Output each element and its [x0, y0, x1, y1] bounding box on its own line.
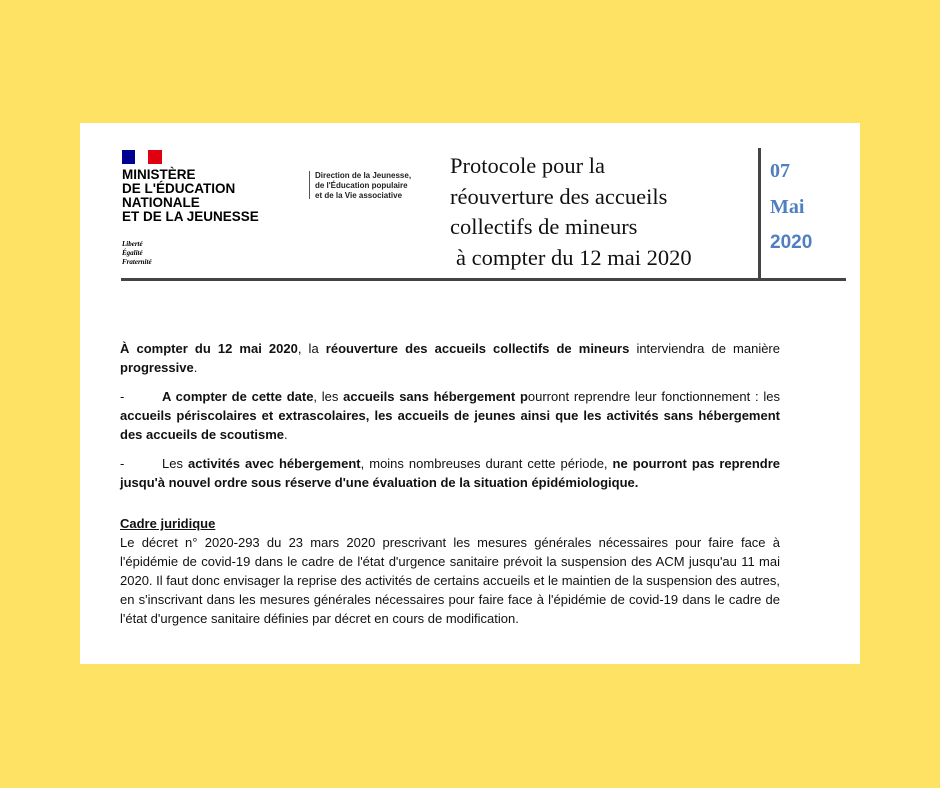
direction-line-1: Direction de la Jeunesse,	[315, 171, 412, 180]
republic-motto	[122, 240, 152, 267]
cadre-juridique-text: Le décret n° 2020-293 du 23 mars 2020 prescrivant les mesures générales nécessaires pour faire face à l'épidémie de covid-19 dans le cadre de l'état d'urgence sanitaire prévoit la suspension des ACM jusqu'au 11 mai 2020. Il faut donc envisager la reprise des activités de certains accueils et le maintien de la suspension des autres, en s'inscrivant dans les mesures générales nécessaires pour faire face à l'épidémie de covid-19 dans le cadre de l'état d'urgence sanitaire définies par décret en cours de modification.	[120, 535, 780, 626]
bullet1-text-1: , les	[313, 389, 344, 404]
title-line-2: réouverture des accueils	[450, 183, 668, 209]
intro-reopening: réouverture des accueils collectifs de mineurs	[325, 341, 630, 356]
date-day: 07	[770, 160, 790, 182]
bullet2-text-2: , moins nombreuses durant cette période,	[360, 456, 613, 471]
intro-progressive: progressive	[120, 360, 194, 375]
ministry-name	[122, 168, 322, 224]
ministry-line-3: NATIONALE	[122, 195, 200, 210]
bullet-paragraph-2	[120, 454, 780, 492]
ministry-line-2: DE L'ÉDUCATION	[122, 181, 236, 196]
bullet1-text-3: .	[284, 427, 288, 442]
bullet-dash-2: -	[120, 456, 125, 471]
document-header	[80, 123, 860, 283]
document-date	[770, 153, 850, 261]
title-line-4: à compter du 12 mai 2020	[456, 244, 692, 270]
marianne-flag-logo	[122, 150, 162, 164]
date-year: 2020	[770, 232, 813, 253]
date-divider	[758, 148, 761, 281]
bullet1-list: accueils périscolaires et extrascolaires, les accueils de jeunes ainsi que les activités sans hébergement des accueils de scoutisme	[120, 408, 780, 442]
intro-text-2: interviendra de manière	[629, 341, 780, 356]
bullet-dash-1: -	[120, 389, 125, 404]
intro-date: À compter du 12 mai 2020	[120, 341, 298, 356]
motto-egalite: Égalité	[122, 249, 143, 257]
document-page	[80, 123, 860, 664]
ministry-line-1: MINISTÈRE	[122, 167, 196, 182]
title-line-3: collectifs de mineurs	[450, 214, 638, 239]
bullet1-accueils: accueils sans hébergement p	[343, 389, 528, 404]
bullet1-text-2: ourront reprendre leur fonctionnement : les	[527, 389, 780, 404]
bullet2-restriction: ne pourront pas reprendre jusqu'à nouvel ordre sous réserve d'une évaluation de la situation épidémiologique.	[120, 456, 781, 490]
motto-liberte: Liberté	[122, 240, 143, 248]
ministry-line-4: ET DE LA JEUNESSE	[122, 209, 259, 224]
document-body	[120, 339, 780, 628]
flag-white-band	[135, 150, 148, 164]
header-divider	[309, 171, 310, 199]
date-month: Mai	[770, 196, 805, 218]
flag-blue-band	[122, 150, 135, 164]
bullet2-activities: activités avec hébergement	[187, 456, 361, 471]
title-line-1: Protocole pour la	[450, 153, 605, 178]
direction-line-3: et de la Vie associative	[315, 191, 403, 200]
direction-line-2: de l'Éducation populaire	[315, 181, 408, 190]
motto-fraternite: Fraternité	[122, 258, 152, 266]
cadre-juridique-heading: Cadre juridique	[120, 516, 216, 531]
flag-red-band	[148, 150, 162, 164]
bullet-paragraph-1	[120, 387, 780, 444]
header-rule	[121, 278, 846, 281]
intro-paragraph	[120, 339, 780, 377]
direction-name	[315, 171, 455, 201]
bullet2-text-1: Les	[162, 456, 188, 471]
intro-text-3: .	[193, 360, 198, 375]
bullet1-date: A compter de cette date	[162, 389, 314, 404]
document-title	[450, 151, 760, 273]
intro-text-1: , la	[297, 341, 326, 356]
